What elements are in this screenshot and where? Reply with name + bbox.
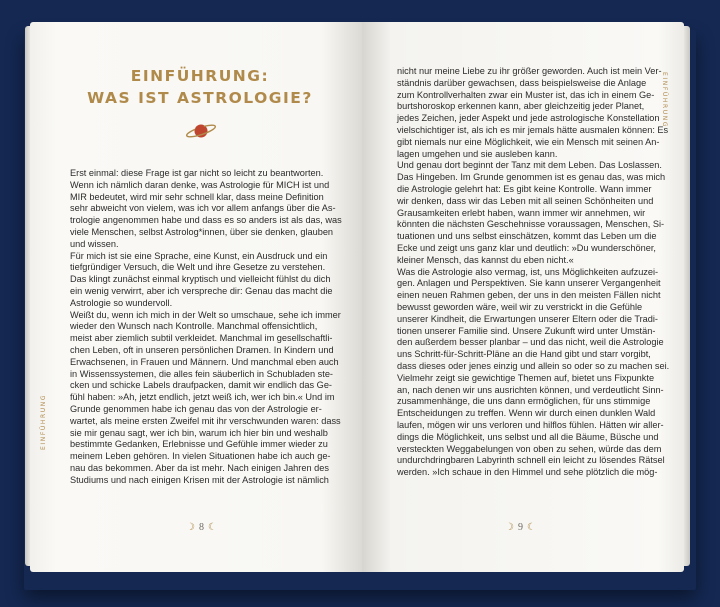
page-edge-right [684, 26, 690, 566]
text-line: unserer Kindheit, die Erwartungen unserer Eltern oder die Tradi- [397, 313, 658, 324]
text-line: in Wissenssystemen, die alles fein säuberlich in Schubladen ste- [70, 368, 333, 379]
text-line: nau das bekommen. Aber da ist mehr. Nach einigen Jahren des [70, 462, 329, 473]
text-line: cken und schicke Labels draufpacken, damit wir endlich das Ge- [70, 380, 332, 391]
text-line: dings die Möglichkeit, uns selbst und all die Bäume, Büsche und [397, 431, 659, 442]
text-line: könnten die nächsten Geschehnisse voraussagen, Menschen, Si- [397, 219, 665, 230]
saturn-planet-icon [184, 120, 218, 142]
text-line: viele Menschen, selbst Astrolog*innen, über sie denken, glauben [70, 226, 334, 237]
text-line: chen Leben, oft in unseren persönlichen Dramen. In Kindern und [70, 344, 334, 355]
text-line: vielschichtiger ist, als ich es mir jemals hätte ausmalen können: Es [397, 124, 669, 135]
text-line: fühl haben: »Ah, jetzt endlich, jetzt weiß ich, wer ich bin.« Und im [70, 392, 335, 403]
text-line: versteckten Weggabelungen von oben zu sehen, würde das dem [397, 443, 662, 454]
text-line: jedes Zeichen, jeder Aspekt und jede astrologische Konstellation [397, 113, 660, 124]
text-line: Vielmehr zeigt sie gewichtige Themen auf, bietet uns Fixpunkte [397, 372, 655, 383]
text-line: an, nach denen wir uns ausrichten können, und verdeutlicht Sinn- [397, 384, 664, 395]
text-line: Ecke und zeigt uns ganz klar und deutlich: »Du wunderschöner, [397, 242, 656, 253]
text-line: Was die Astrologie also vermag, ist, uns Möglichkeiten aufzuzei- [397, 266, 659, 277]
text-line: sie mir genau sagt, wer ich bin, warum ich hier bin und weshalb [70, 427, 328, 438]
text-line: dass dieses oder jenes einzig und allein so oder so zu machen sei. [397, 360, 670, 371]
text-line: einen neuen Rahmen geben, der uns in den meisten Fällen nicht [397, 290, 661, 301]
text-line: bewusst geworden wäre, weil wir zu verstrickt in die Gefühle [397, 301, 643, 312]
text-line: tionen unserer Familie sind. Unsere Zukunft wird unter Umstän- [397, 325, 656, 336]
text-line: zum Kontrollverhalten zwar ein Muster ist, das ich in einem Ge- [397, 89, 655, 100]
text-line: tiefgründiger Versuch, die Welt und ihre Gesetze zu verstehen. [70, 262, 326, 273]
text-line: werden. »Ich schaue in den Himmel und sehe plötzlich die mög- [397, 467, 658, 478]
text-line: MIR bedeutet, wird mir sehr schnell klar, dass meine Definition [70, 191, 324, 202]
crescent-moon-icon: ☾ [207, 522, 217, 533]
crescent-moon-icon: ☾ [526, 522, 536, 533]
text-line: Entscheidungen zu treffen. Wenn wir durch einen dunklen Wald [397, 408, 656, 419]
left-running-head: EINFÜHRUNG [40, 393, 47, 450]
text-line: und wissen. [70, 238, 119, 249]
text-line: burtshoroskop erkennen kann, aber gleichzeitig jeder Planet, [397, 101, 645, 112]
left-body-text [70, 168, 342, 487]
text-line: laufen, mögen wir uns verloren und hilflos fühlen. Hätten wir aller- [397, 419, 664, 430]
text-line: gibt niemals nur eine Möglichkeit, wie ein Mensch mit seinen An- [397, 136, 660, 147]
text-line: den außerdem besser planbar – und das nicht, weil die Astrologie [397, 337, 664, 348]
text-line: Grausamkeiten erlebt haben, wann immer wir annehmen, wir [397, 207, 646, 218]
text-line: ständnis darüber gewachsen, dass beispielsweise die Anlage [397, 77, 647, 88]
text-line: Das Hingeben. Im Grunde genommen ist es genau das, was mich [397, 172, 666, 183]
crescent-moon-icon: ☽ [505, 522, 514, 533]
chapter-title-line2: WAS IST ASTROLOGIE? [87, 89, 313, 107]
text-line: tuationen und uns selbst einschätzen, kommt das Leben um die [397, 231, 657, 242]
text-line: Für mich ist sie eine Sprache, eine Kunst, ein Ausdruck und ein [70, 250, 328, 261]
text-line: kleiner Mensch, das kannst du eben nicht.« [397, 254, 574, 265]
text-line: sehr abweicht von vielem, was ich vor allem anfangs über die As- [70, 203, 336, 214]
chapter-title-line1: EINFÜHRUNG: [130, 67, 270, 85]
crescent-moon-icon: ☽ [186, 522, 195, 533]
text-line: Erst einmal: diese Frage ist gar nicht so leicht zu beantworten. [70, 168, 324, 178]
text-line: gen. Anlagen und Perspektiven. Sie kann unserer Vergangenheit [397, 278, 661, 289]
left-page-number: 8 [198, 522, 204, 533]
text-line: wartet, als meine ersten Zweifel mit ihr verschwunden waren: dass [70, 415, 341, 426]
text-line: bestimmte Gedanken, Erlebnisse und Gefühle immer wieder zu [70, 439, 328, 450]
text-line: Erwachsenen, in Frauen und Männern. Und manchmal eben auch [70, 356, 339, 367]
text-line: zusammenhänge, die uns dann ermöglichen, für uns stimmige [397, 396, 651, 407]
right-body-text [397, 66, 669, 479]
text-line: undurchdringbaren Labyrinth schnell ein leicht zu lösendes Rätsel [397, 455, 665, 466]
text-line: wir denken, dass wir das Leben mit all seinen Schönheiten und [397, 195, 654, 206]
text-line: Astrologie so wundervoll. [70, 297, 173, 308]
text-line: die Astrologie gelehrt hat: Es gibt keine Kontrolle. Wann immer [397, 183, 652, 194]
text-line: meist aber ziemlich subtil verkleidet. Manchmal im gesellschaftli- [70, 333, 333, 344]
left-folio [186, 522, 217, 533]
text-line: Wenn ich nämlich daran denke, was Astrologie für MICH ist und [70, 179, 330, 190]
right-page-number: 9 [517, 522, 523, 533]
text-line: Grunde genommen habe ich genau das von der Astrologie er- [70, 403, 322, 414]
text-line: nicht nur meine Liebe zu ihr größer geworden. Auch ist mein Ver- [397, 66, 662, 76]
right-running-head: EINFÜHRUNG [661, 72, 668, 129]
text-line: Und genau dort beginnt der Tanz mit dem Leben. Das Loslassen. [397, 160, 662, 171]
text-line: Weißt du, wenn ich mich in der Welt so umschaue, sehe ich immer [70, 309, 341, 320]
text-line: trologie angenommen habe und dass es so anders ist als das, was [70, 215, 342, 226]
text-line: ein wenig verwirrt, aber ich verspreche dir: Genau das macht die [70, 285, 333, 296]
text-line: wieder den Wunsch nach Kontrolle. Manchmal offensichtlich, [70, 321, 318, 332]
text-line: meinem Leben gehören. In vielen Situationen habe ich auch ge- [70, 451, 331, 462]
text-line: lagen umgehen und sie ausleben kann. [397, 148, 558, 159]
text-line: Das klingt zunächst einmal kryptisch und vielleicht fühlst du dich [70, 274, 331, 285]
right-folio [505, 522, 536, 533]
text-line: Studiums und nach einigen Krisen mit der Astrologie ist nämlich [70, 474, 329, 485]
text-line: uns Schritt-für-Schritt-Pläne an die Hand gibt und starr vorgibt, [397, 349, 651, 360]
